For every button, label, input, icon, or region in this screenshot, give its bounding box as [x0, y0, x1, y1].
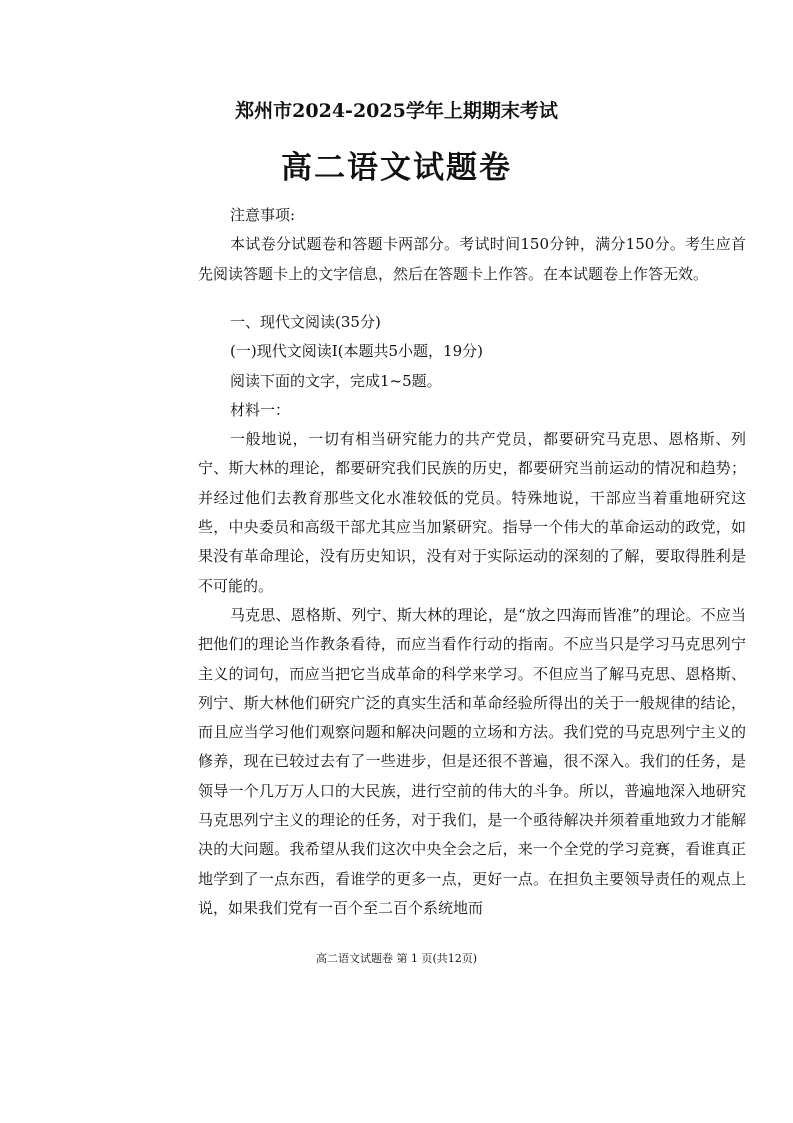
notice-block [198, 201, 746, 289]
section-block [198, 308, 746, 923]
exam-title: 郑州市2024-2025学年上期期末考试 [235, 100, 558, 122]
passage-paragraph-1: 一般地说，一切有相当研究能力的共产党员，都要研究马克思、恩格斯、列宁、斯大林的理论，都要研究我们民族的历史，都要研究当前运动的情况和趋势；并经过他们去教育那些文化水准较低的党员。特殊地说，干部应当着重地研究这些，中央委员和高级干部尤其应当加紧研究。指导一个伟大的革命运动的政党，如果没有革命理论，没有历史知识，没有对于实际运动的深刻的了解，要取得胜利是不可能的。 [198, 430, 746, 595]
notice-text: 本试卷分试题卷和答题卡两部分。考试时间150分钟，满分150分。考生应首先阅读答题卡上的文字信息，然后在答题卡上作答。在本试题卷上作答无效。 [198, 235, 746, 283]
page-footer: 高二语文试题卷 第 1 页(共12页) [315, 952, 478, 965]
notice-heading: 注意事项: [230, 206, 296, 224]
passage-paragraph-2: 马克思、恩格斯、列宁、斯大林的理论，是“放之四海而皆准”的理论。不应当把他们的理论当作教条看待，而应当看作行动的指南。不应当只是学习马克思列宁主义的词句，而应当把它当成革命的科学来学习。不但应当了解马克思、恩格斯、列宁、斯大林他们研究广泛的真实生活和革命经验所得出的关于一般规律的结论，而且应当学习他们观察问题和解决问题的立场和方法。我们党的马克思列宁主义的修养，现在已较过去有了一些进步，但是还很不普遍，很不深入。我们的任务，是领导一个几万万人口的大民族，进行空前的伟大的斗争。所以，普遍地深入地研究马克思列宁主义的理论的任务，对于我们，是一个亟待解决并须着重地致力才能解决的大问题。我希望从我们这次中央全会之后，来一个全党的学习竞赛，看谁真正地学到了一点东西，看谁学的更多一点，更好一点。在担负主要领导责任的观点上说，如果我们党有一百个至二百个系统地而 [198, 605, 746, 917]
reading-instruction: 阅读下面的文字，完成1~5题。 [230, 371, 442, 390]
material-label: 材料一： [230, 400, 291, 419]
section-subheading: (一)现代文阅读Ⅰ(本题共5小题，19分) [230, 342, 483, 361]
section-heading: 一、现代文阅读(35分) [230, 313, 381, 331]
paper-title: 高二语文试题卷 [281, 150, 512, 186]
